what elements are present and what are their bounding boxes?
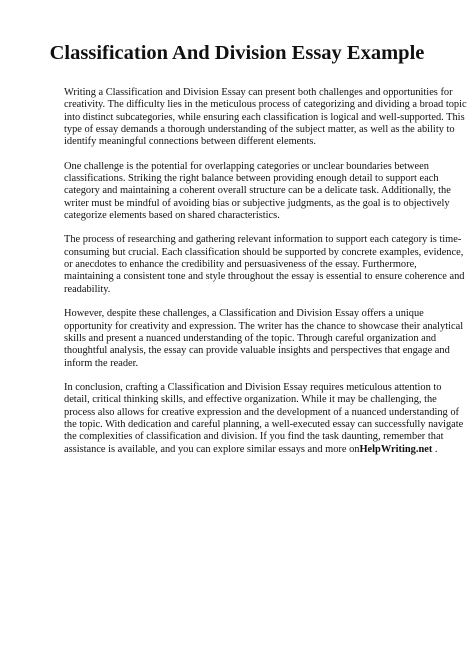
text-line: the topic. With dedication and careful planning, a well-executed essay can successfully navigate (64, 418, 464, 430)
document-title: Classification And Division Essay Example (49, 42, 425, 64)
paragraph-research (64, 234, 465, 296)
text-line: One challenge is the potential for overlapping categories or unclear boundaries between (64, 160, 429, 172)
text-line: or anecdotes to enhance the credibility and persuasiveness of the essay. Furthermore, (64, 259, 417, 271)
final-period: . (434, 443, 438, 455)
brand-link[interactable]: HelpWriting.net (359, 443, 433, 455)
text-line: However, despite these challenges, a Classification and Division Essay offers a unique (64, 308, 424, 320)
text-line: inform the reader. (64, 357, 139, 369)
paragraph-opportunity (64, 308, 464, 370)
text-line: skills and present a nuanced understanding of the topic. Through careful organization and (64, 332, 437, 344)
text-line: maintaining a consistent tone and style throughout the essay is essential to ensure coherence and (64, 271, 465, 283)
text-line: type of essay demands a thorough understanding of the subject matter, as well as the ability to (64, 124, 455, 136)
text-line: consuming but crucial. Each classification should be supported by concrete examples, evidence, (64, 246, 464, 258)
text-line: thoughtful analysis, the essay can provide valuable insights and perspectives that engage and (64, 345, 450, 357)
text-line: classifications. Striking the right balance between providing enough detail to support each (64, 173, 439, 185)
text-line: Writing a Classification and Division Essay can present both challenges and opportunities for (64, 87, 453, 98)
paragraph-conclusion (64, 381, 464, 456)
text-line: process also allows for creative expression and the development of a nuanced understanding of (64, 406, 460, 418)
text-line: category and maintaining a coherent overall structure can be a delicate task. Additionally, the (64, 185, 451, 197)
paragraph-challenge (64, 160, 451, 223)
text-line: opportunity for creativity and expression. The writer has the chance to showcase their analytical (64, 320, 464, 332)
text-line: detail, critical thinking skills, and effective organization. While it may be challenging, the (64, 394, 437, 406)
text-line: the complexities of classification and division. If you find the task daunting, remember that (64, 431, 444, 443)
final-line-text: assistance is available, and you can explore similar essays and more on (64, 443, 360, 455)
text-line: The process of researching and gathering relevant information to support each category is time- (64, 234, 462, 246)
text-line: readability. (64, 283, 111, 295)
paragraph-intro (64, 87, 467, 149)
text-line: writer must be mindful of avoiding bias or subjective judgments, as the goal is to objectively (64, 197, 450, 209)
text-line-final (64, 443, 438, 456)
text-line: creativity. The difficulty lies in the meticulous process of categorizing and dividing a broad topic (64, 99, 467, 111)
document-body (64, 87, 467, 468)
text-line: In conclusion, crafting a Classification and Division Essay requires meticulous attention to (64, 381, 442, 393)
text-line: categorize elements based on shared characteristics. (64, 210, 280, 222)
text-line: into distinct subcategories, while ensuring each classification is logical and well-supported. This (64, 111, 465, 123)
text-line: identify meaningful connections between different elements. (64, 136, 316, 148)
